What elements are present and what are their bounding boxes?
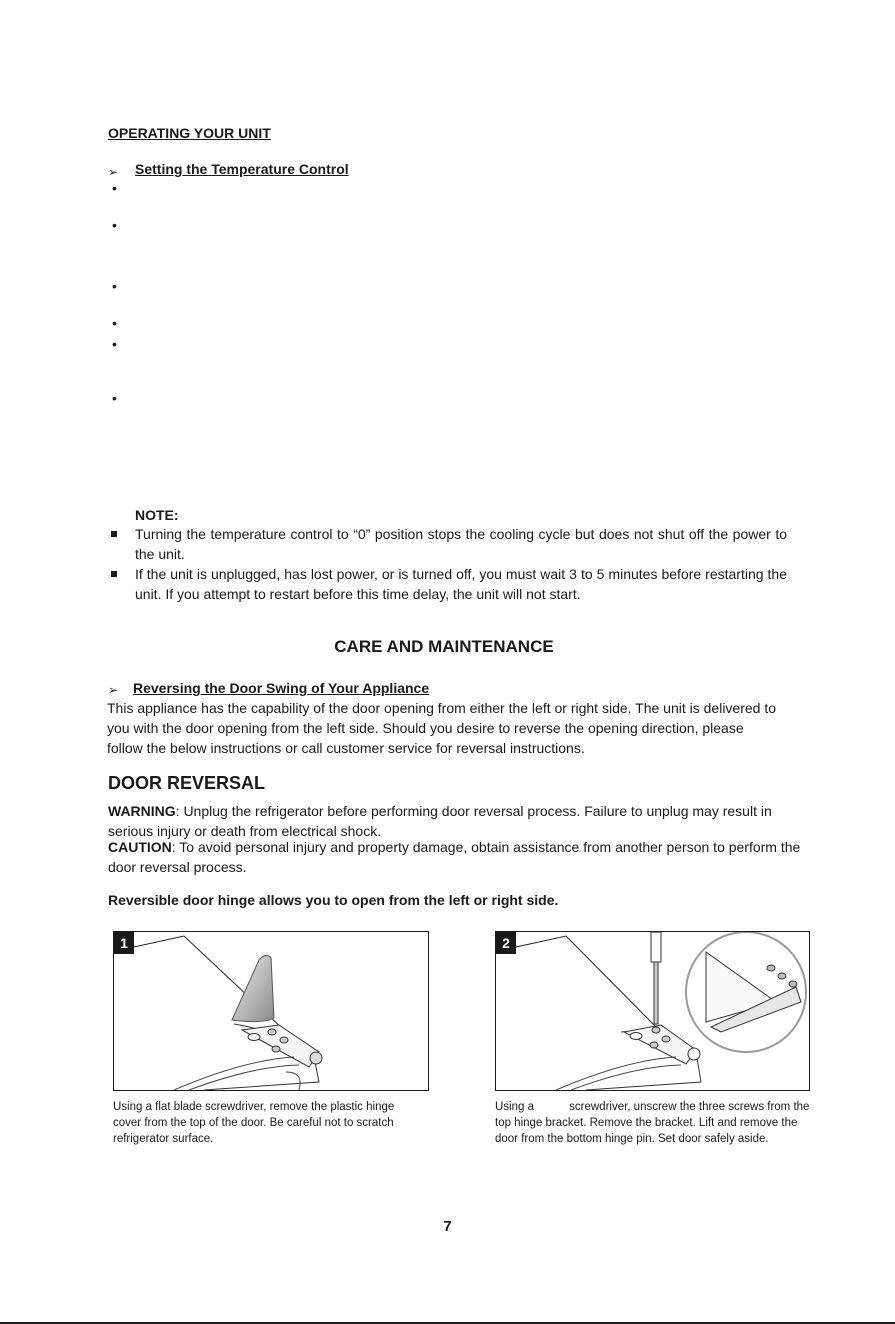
note-label: NOTE: <box>135 507 179 523</box>
arrow-bullet-icon: ➢ <box>108 683 119 697</box>
section-title: OPERATING YOUR UNIT <box>108 125 271 141</box>
care-title: CARE AND MAINTENANCE <box>334 637 554 656</box>
subsection-title-reverse: Reversing the Door Swing of Your Appliance <box>133 680 430 696</box>
figure-2-caption: Using a screwdriver, unscrew the three screws from the top hinge bracket. Remove the bracket. Lift and remove the door from the bottom hinge pin. Set door safely aside. <box>495 1101 813 1145</box>
warning-paragraph <box>108 801 808 841</box>
bullet-icon: • <box>112 217 117 233</box>
subsection-title-temperature: Setting the Temperature Control <box>135 161 349 177</box>
bullet-icon: • <box>112 278 117 294</box>
warning-label: WARNING <box>108 803 176 819</box>
reverse-intro: This appliance has the capability of the door opening from either the left or right side. The unit is delivered to you with the door opening from the left side. Should you desire to reverse the opening direction, please follow the below instructions or call customer service for reversal instructions. <box>107 700 777 756</box>
hinge-note: Reversible door hinge allows you to open from the left or right side. <box>108 892 559 908</box>
figure-number: 1 <box>114 932 134 954</box>
bullet-icon: • <box>112 315 117 331</box>
square-bullet-icon <box>111 571 117 577</box>
arrow-bullet-icon: ➢ <box>108 165 119 179</box>
figure-1-illustration <box>113 931 429 1091</box>
bullet-icon: • <box>112 390 117 406</box>
warning-text: : Unplug the refrigerator before performing door reversal process. Failure to unplug may result in serious injury or death from electrical shock. <box>108 803 772 839</box>
caution-label: CAUTION <box>108 839 172 855</box>
hinge-cover-illustration <box>114 932 428 1090</box>
square-bullet-icon <box>111 531 117 537</box>
bullet-icon: • <box>112 336 117 352</box>
door-reversal-title: DOOR REVERSAL <box>108 773 266 793</box>
note-item: Turning the temperature control to “0” position stops the cooling cycle but does not shut off the power to the unit. <box>135 526 787 562</box>
caution-text: : To avoid personal injury and property damage, obtain assistance from another person to perform the door reversal process. <box>108 839 801 875</box>
figure-2-illustration <box>495 931 810 1091</box>
figure-number: 2 <box>496 932 516 954</box>
page-number: 7 <box>443 1218 452 1235</box>
hinge-bracket-illustration <box>496 932 809 1090</box>
bullet-icon: • <box>112 180 117 196</box>
caution-paragraph <box>108 837 808 877</box>
note-item: If the unit is unplugged, has lost power, or is turned off, you must wait 3 to 5 minutes before restarting the unit. If you attempt to restart before this time delay, the unit will not start. <box>135 566 787 602</box>
figure-1-caption: Using a flat blade screwdriver, remove the plastic hinge cover from the top of the door. Be careful not to scratch refrigerator surface. <box>113 1101 395 1145</box>
